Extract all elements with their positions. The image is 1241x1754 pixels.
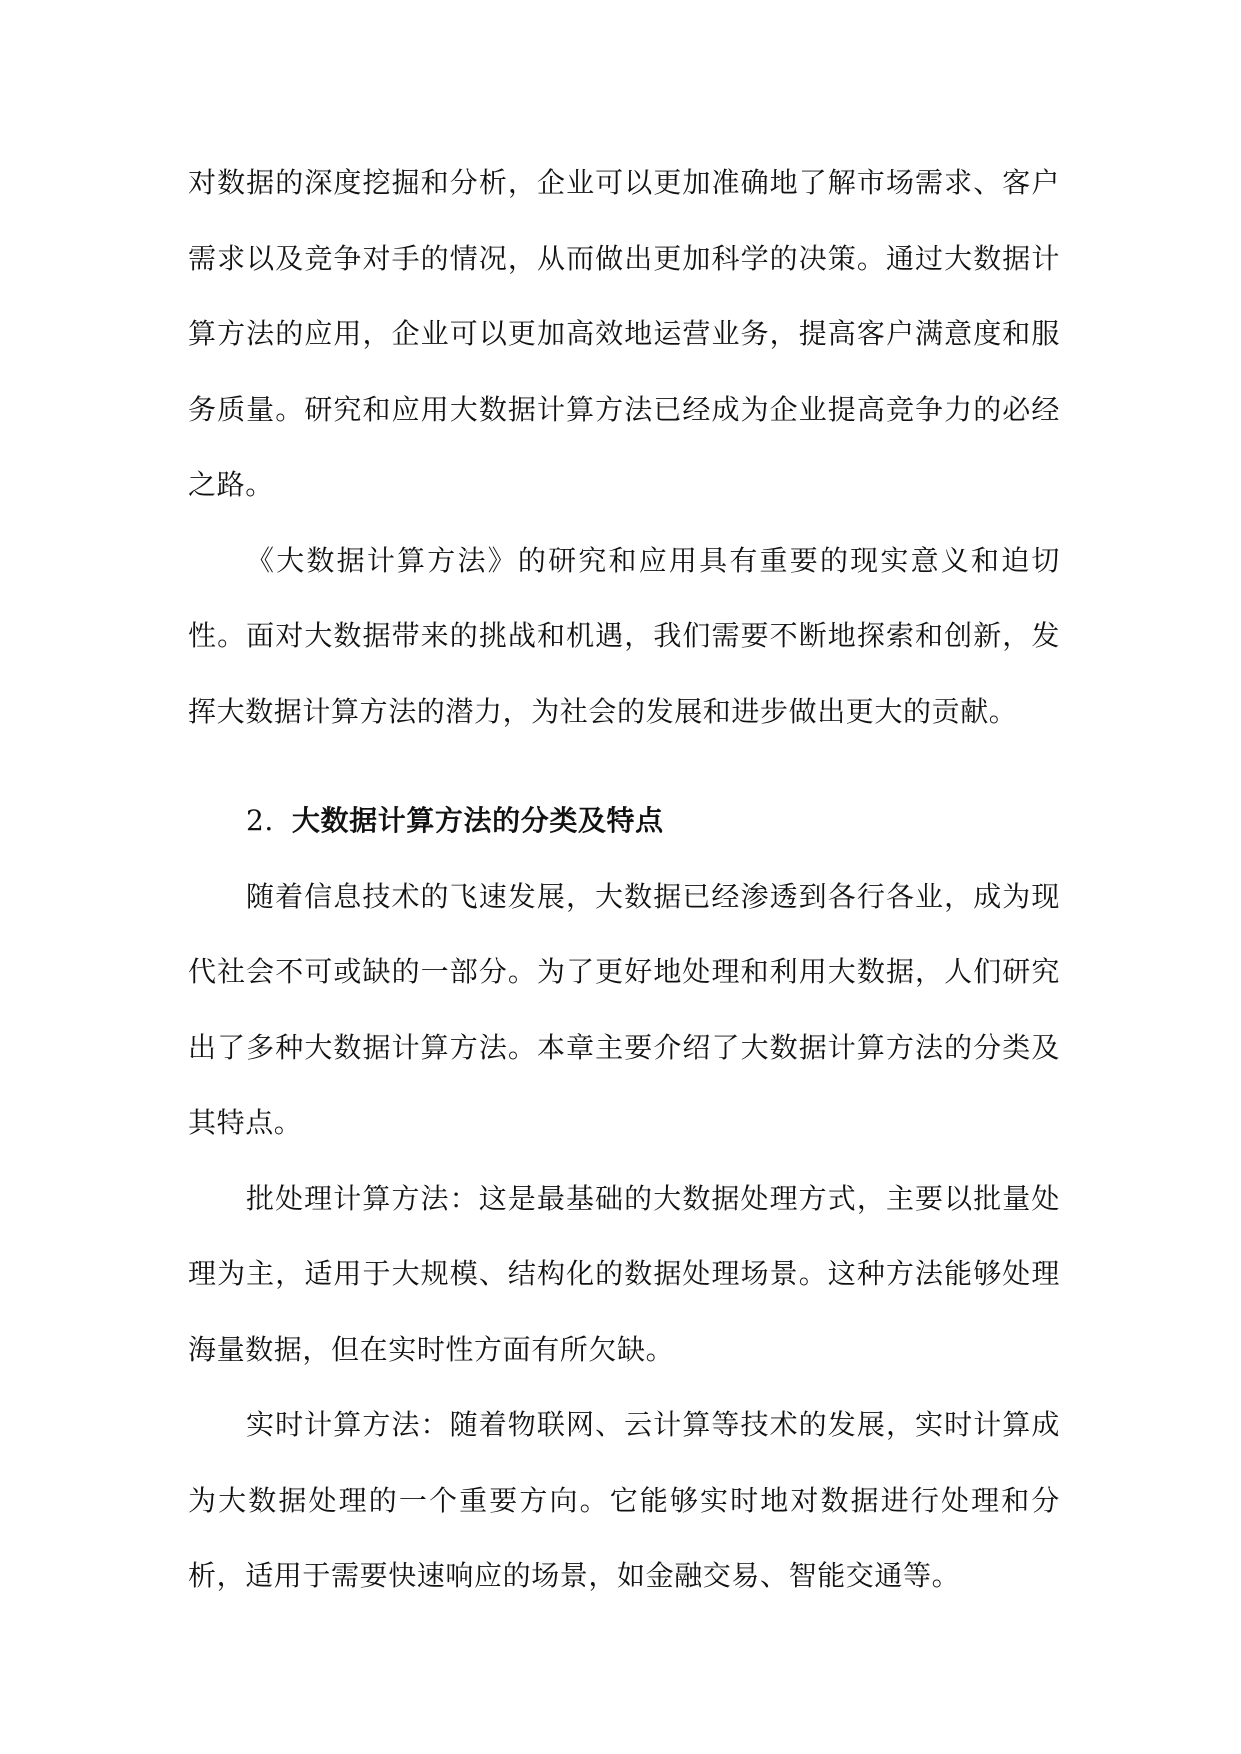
paragraph-continuation: 对数据的深度挖掘和分析，企业可以更加准确地了解市场需求、客户需求以及竞争对手的情况，从而做出更加科学的决策。通过大数据计算方法的应用，企业可以更加高效地运营业务，提高客户满意度和服务质量。研究和应用大数据计算方法已经成为企业提高竞争力的必经之路。 [188, 166, 1060, 501]
section-number: 2. [246, 804, 274, 837]
section-heading [188, 783, 1060, 859]
paragraph-realtime-computing: 实时计算方法：随着物联网、云计算等技术的发展，实时计算成为大数据处理的一个重要方向。它能够实时地对数据进行处理和分析，适用于需要快速响应的场景，如金融交易、智能交通等。 [188, 1408, 1060, 1592]
paragraph-batch-computing: 批处理计算方法：这是最基础的大数据处理方式，主要以批量处理为主，适用于大规模、结构化的数据处理场景。这种方法能够处理海量数据，但在实时性方面有所欠缺。 [188, 1181, 1060, 1366]
paragraph-significance: 《大数据计算方法》的研究和应用具有重要的现实意义和迫切性。面对大数据带来的挑战和机遇，我们需要不断地探索和创新，发挥大数据计算方法的潜力，为社会的发展和进步做出更大的贡献。 [188, 543, 1060, 728]
paragraph-intro: 随着信息技术的飞速发展，大数据已经渗透到各行各业，成为现代社会不可或缺的一部分。为了更好地处理和利用大数据，人们研究出了多种大数据计算方法。本章主要介绍了大数据计算方法的分类及其特点。 [188, 879, 1060, 1139]
document-body [188, 145, 1060, 1614]
section-title: 大数据计算方法的分类及特点 [291, 804, 664, 837]
